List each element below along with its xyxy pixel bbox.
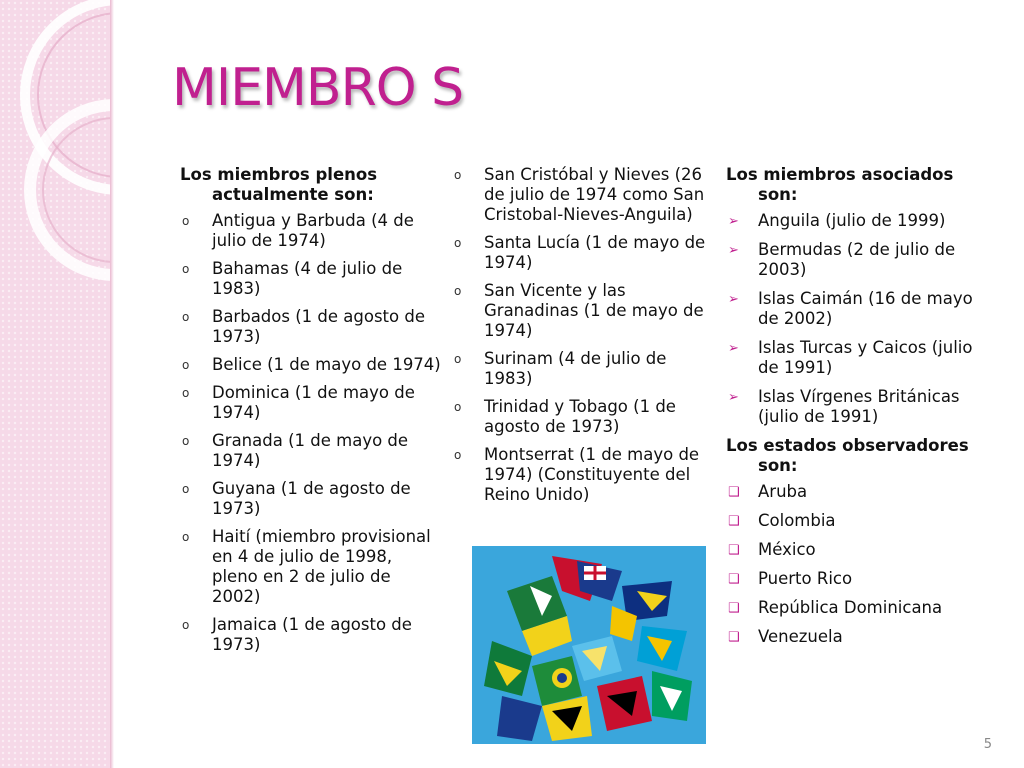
square-outline-icon: ❑: [728, 601, 740, 616]
list-item-text: Trinidad y Tobago (1 de agosto de 1973): [484, 397, 676, 436]
list-item-text: Bahamas (4 de julio de 1983): [212, 259, 403, 298]
list-item-text: Dominica (1 de mayo de 1974): [212, 383, 415, 422]
circle-outline-icon: o: [454, 168, 462, 182]
list-item-text: Barbados (1 de agosto de 1973): [212, 307, 425, 346]
observer-heading-line1: Los estados observadores: [726, 436, 969, 455]
square-outline-icon: ❑: [728, 514, 740, 529]
observer-states-list: [726, 482, 992, 647]
list-item: [726, 598, 992, 618]
circle-outline-icon: o: [182, 482, 190, 496]
circle-outline-icon: o: [182, 310, 190, 324]
list-item: [180, 211, 442, 251]
full-members-column-2: [452, 165, 720, 513]
list-item-text: Surinam (4 de julio de 1983): [484, 349, 667, 388]
list-item-text: Venezuela: [758, 627, 843, 646]
list-item-text: Belice (1 de mayo de 1974): [212, 355, 441, 374]
full-members-heading-line2: actualmente son:: [212, 185, 374, 204]
list-item-text: Bermudas (2 de julio de 2003): [758, 240, 956, 279]
list-item: [726, 289, 992, 329]
list-item-text: Islas Vírgenes Británicas (julio de 1991): [758, 387, 960, 426]
arrowhead-icon: ➢: [728, 214, 739, 229]
slide-title: MIEMBRO S: [172, 58, 464, 118]
arrowhead-icon: ➢: [728, 292, 739, 307]
list-item: [452, 397, 720, 437]
list-item: [726, 540, 992, 560]
list-item: [180, 431, 442, 471]
list-item-text: Islas Turcas y Caicos (julio de 1991): [758, 338, 973, 377]
circle-outline-icon: o: [182, 262, 190, 276]
square-outline-icon: ❑: [728, 572, 740, 587]
list-item: [452, 281, 720, 341]
list-item-text: San Cristóbal y Nieves (26 de julio de 1974 como San Cristobal-Nieves-Anguila): [484, 165, 705, 224]
list-item: [726, 627, 992, 647]
full-members-heading: [180, 165, 442, 205]
list-item-text: Colombia: [758, 511, 836, 530]
full-members-heading-line1: Los miembros plenos: [180, 165, 378, 184]
square-outline-icon: ❑: [728, 630, 740, 645]
list-item: [726, 387, 992, 427]
list-item: [452, 349, 720, 389]
page-number: 5: [983, 737, 992, 752]
caricom-member-flags-icon: [472, 546, 706, 744]
associates-observers-column: [726, 165, 992, 656]
list-item-text: Guyana (1 de agosto de 1973): [212, 479, 411, 518]
list-item-text: Puerto Rico: [758, 569, 853, 588]
list-item: [180, 615, 442, 655]
list-item: [726, 240, 992, 280]
list-item: [180, 259, 442, 299]
circle-outline-icon: o: [182, 618, 190, 632]
list-item: [452, 445, 720, 505]
list-item: [726, 211, 992, 231]
list-item-text: San Vicente y las Granadinas (1 de mayo de 1974): [484, 281, 704, 340]
arrowhead-icon: ➢: [728, 390, 739, 405]
list-item-text: Santa Lucía (1 de mayo de 1974): [484, 233, 706, 272]
full-members-list-1: [180, 211, 442, 655]
full-members-column-1: [180, 165, 442, 663]
list-item: [726, 338, 992, 378]
observer-heading-line2: son:: [758, 456, 798, 475]
list-item: [180, 527, 442, 607]
list-item: [452, 165, 720, 225]
circle-outline-icon: o: [454, 284, 462, 298]
circle-outline-icon: o: [182, 530, 190, 544]
list-item-text: Haití (miembro provisional en 4 de julio de 1998, pleno en 2 de julio de 2002): [212, 527, 431, 606]
square-outline-icon: ❑: [728, 543, 740, 558]
list-item: [180, 307, 442, 347]
list-item: [726, 482, 992, 502]
list-item-text: Granada (1 de mayo de 1974): [212, 431, 409, 470]
full-members-list-2: [452, 165, 720, 505]
list-item: [452, 233, 720, 273]
square-outline-icon: ❑: [728, 485, 740, 500]
list-item: [180, 383, 442, 423]
list-item: [180, 479, 442, 519]
side-band-edge: [110, 0, 114, 768]
caricom-flags-image: [472, 546, 706, 744]
list-item: [726, 569, 992, 589]
list-item-text: Aruba: [758, 482, 808, 501]
list-item-text: Jamaica (1 de agosto de 1973): [212, 615, 412, 654]
circle-outline-icon: o: [454, 236, 462, 250]
list-item-text: Antigua y Barbuda (4 de julio de 1974): [212, 211, 414, 250]
observer-states-heading: [726, 436, 992, 476]
arrowhead-icon: ➢: [728, 243, 739, 258]
associate-heading-line2: son:: [758, 185, 798, 204]
circle-outline-icon: o: [454, 352, 462, 366]
circle-outline-icon: o: [182, 434, 190, 448]
list-item-text: Islas Caimán (16 de mayo de 2002): [758, 289, 973, 328]
list-item: [726, 511, 992, 531]
circle-outline-icon: o: [182, 358, 190, 372]
list-item-text: Montserrat (1 de mayo de 1974) (Constituyente del Reino Unido): [484, 445, 700, 504]
list-item-text: México: [758, 540, 816, 559]
associate-members-heading: [726, 165, 992, 205]
arrowhead-icon: ➢: [728, 341, 739, 356]
list-item: [180, 355, 442, 375]
circle-outline-icon: o: [454, 400, 462, 414]
side-decoration-band: [0, 0, 112, 768]
ring-decoration-icon: [0, 0, 112, 768]
circle-outline-icon: o: [182, 386, 190, 400]
list-item-text: Anguila (julio de 1999): [758, 211, 946, 230]
circle-outline-icon: o: [454, 448, 462, 462]
list-item-text: República Dominicana: [758, 598, 943, 617]
associate-heading-line1: Los miembros asociados: [726, 165, 954, 184]
associate-members-list: [726, 211, 992, 427]
circle-outline-icon: o: [182, 214, 190, 228]
